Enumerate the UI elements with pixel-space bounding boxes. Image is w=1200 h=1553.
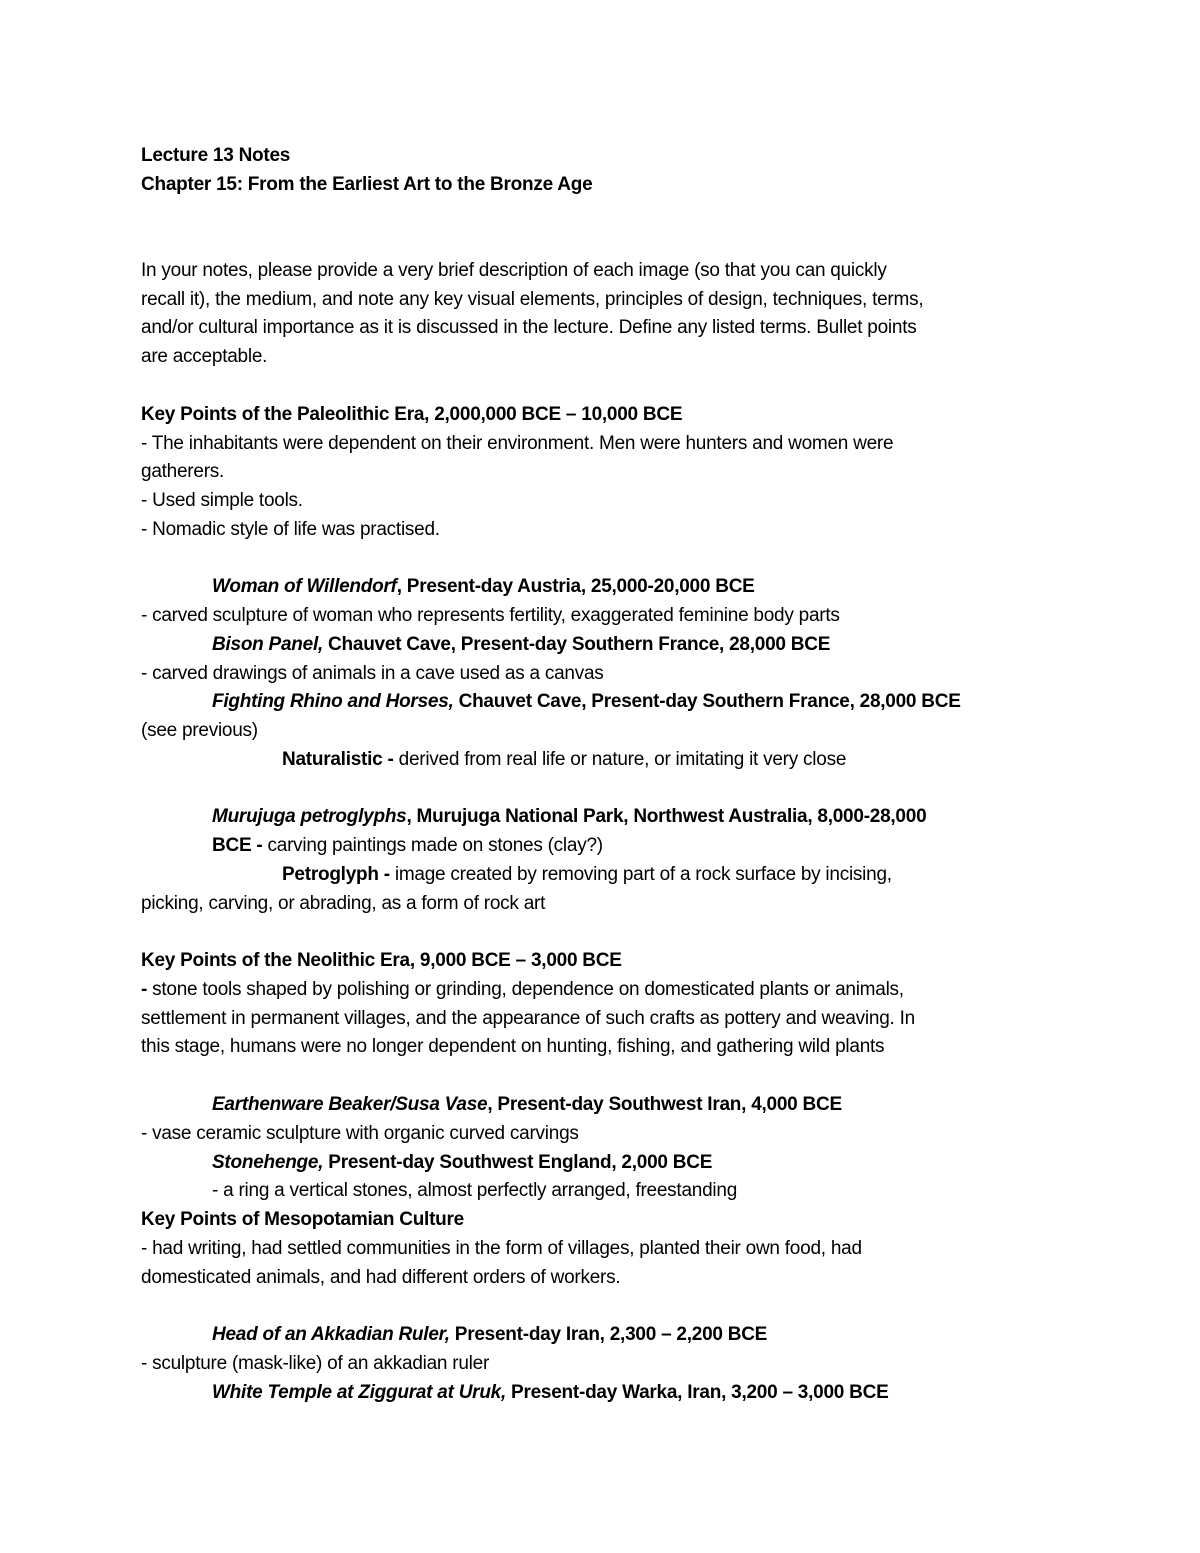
artwork-title: White Temple at Ziggurat at Uruk, [212,1382,507,1403]
artwork-title: Earthenware Beaker/Susa Vase [212,1094,488,1115]
artwork-entry [212,1093,842,1117]
artwork-note: - a ring a vertical stones, almost perfectly arranged, freestanding [212,1180,738,1201]
term-definition [282,863,892,887]
artwork-title: Murujuga petroglyphs [212,806,407,827]
paleolithic-point: gatherers. [141,461,225,482]
artwork-note: - sculpture (mask-like) of an akkadian ruler [141,1353,490,1374]
chapter-title: Chapter 15: From the Earliest Art to the Bronze Age [141,174,593,195]
artwork-title: Stonehenge, [212,1152,324,1173]
artwork-info: BCE - [212,835,263,856]
artwork-title: Head of an Akkadian Ruler, [212,1324,450,1345]
artwork-info: Present-day Warka, Iran, 3,200 – 3,000 BCE [506,1382,889,1403]
artwork-entry [212,690,961,714]
artwork-entry [212,633,830,657]
artwork-info: , Present-day Austria, 25,000-20,000 BCE [396,576,755,597]
paleolithic-point: - Nomadic style of life was practised. [141,519,440,540]
paleolithic-heading: Key Points of the Paleolithic Era, 2,000,000 BCE – 10,000 BCE [141,404,683,425]
term-definition [282,748,846,772]
artwork-note: - carved drawings of animals in a cave used as a canvas [141,663,604,684]
artwork-title: Bison Panel, [212,634,324,655]
definition: image created by removing part of a rock surface by incising, [389,864,892,885]
artwork-note-text: carving paintings made on stones (clay?) [262,835,603,856]
term: Naturalistic - [282,749,394,770]
neolithic-description: settlement in permanent villages, and the appearance of such crafts as pottery and weaving. In [141,1008,915,1029]
lecture-title: Lecture 13 Notes [141,145,291,166]
mesopotamian-description: domesticated animals, and had different orders of workers. [141,1267,621,1288]
artwork-title: Woman of Willendorf [212,576,397,597]
paleolithic-point: - The inhabitants were dependent on their environment. Men were hunters and women were [141,433,894,454]
artwork-info: Chauvet Cave, Present-day Southern France, 28,000 BCE [453,691,961,712]
paleolithic-point: - Used simple tools. [141,490,303,511]
artwork-info: , Murujuga National Park, Northwest Australia, 8,000-28,000 [406,806,927,827]
neolithic-description: this stage, humans were no longer dependent on hunting, fishing, and gathering wild plants [141,1036,885,1057]
description-text: stone tools shaped by polishing or grinding, dependence on domesticated plants or animals, [147,979,904,1000]
neolithic-description [141,978,904,1002]
artwork-info: Present-day Iran, 2,300 – 2,200 BCE [449,1324,768,1345]
artwork-entry [212,805,926,829]
artwork-note: - vase ceramic sculpture with organic curved carvings [141,1123,579,1144]
dash: - [141,979,148,1000]
artwork-note: (see previous) [141,720,258,741]
definition: derived from real life or nature, or imitating it very close [393,749,847,770]
artwork-info: , Present-day Southwest Iran, 4,000 BCE [487,1094,842,1115]
artwork-note [212,834,603,858]
artwork-entry [212,1151,712,1175]
artwork-note: - carved sculpture of woman who represents fertility, exaggerated feminine body parts [141,605,840,626]
artwork-info: Present-day Southwest England, 2,000 BCE [323,1152,713,1173]
definition: picking, carving, or abrading, as a form of rock art [141,893,546,914]
instructions-line: and/or cultural importance as it is discussed in the lecture. Define any listed terms. Bullet points [141,317,917,338]
neolithic-heading: Key Points of the Neolithic Era, 9,000 BCE – 3,000 BCE [141,950,622,971]
artwork-entry [212,1381,889,1405]
mesopotamian-heading: Key Points of Mesopotamian Culture [141,1209,464,1230]
artwork-entry [212,1323,767,1347]
term: Petroglyph - [282,864,390,885]
mesopotamian-description: - had writing, had settled communities in the form of villages, planted their own food, had [141,1238,862,1259]
instructions-line: In your notes, please provide a very brief description of each image (so that you can quickly [141,260,887,281]
instructions-line: are acceptable. [141,346,268,367]
instructions-line: recall it), the medium, and note any key visual elements, principles of design, techniques, terms, [141,289,924,310]
artwork-title: Fighting Rhino and Horses, [212,691,454,712]
artwork-info: Chauvet Cave, Present-day Southern France, 28,000 BCE [323,634,831,655]
artwork-entry [212,575,755,599]
